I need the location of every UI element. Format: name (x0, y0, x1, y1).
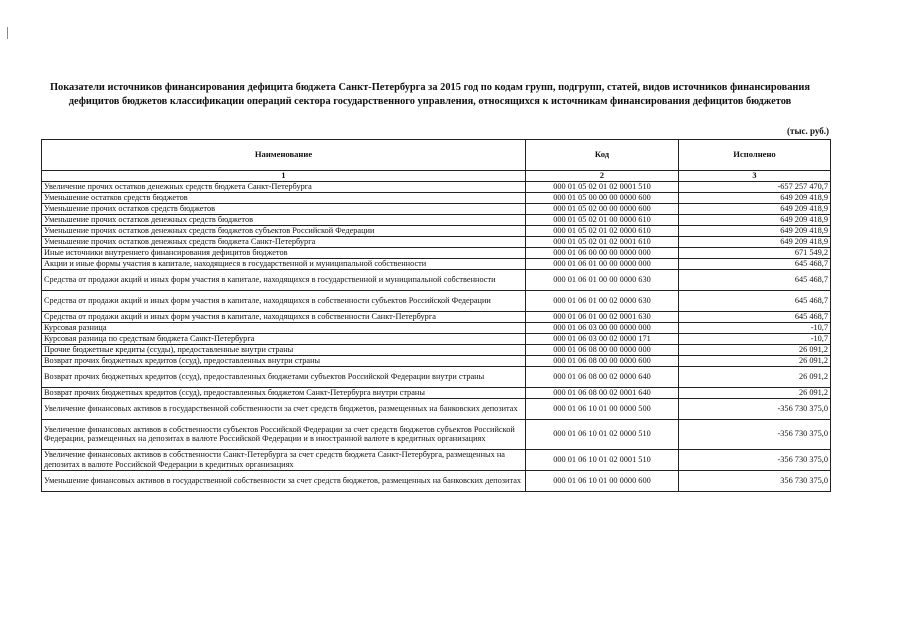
row-name: Возврат прочих бюджетных кредитов (ссуд), предоставленных бюджетом Санкт-Петербурга внутри страны (42, 387, 526, 398)
row-code: 000 01 06 08 00 02 0000 640 (526, 366, 679, 387)
row-name: Увеличение финансовых активов в собственности Санкт-Петербурга за счет средств бюджета Санкт-Петербурга, размещенных на депозитах в валюте Российской Федерации в кредитных организациях (42, 449, 526, 470)
row-value: 645 468,7 (679, 269, 831, 290)
table-row (42, 269, 831, 290)
row-code: 000 01 05 00 00 00 0000 600 (526, 192, 679, 203)
table-row (42, 181, 831, 192)
column-header-executed: Исполнено (679, 140, 831, 171)
units-label: (тыс. руб.) (787, 126, 829, 136)
row-value: 26 091,2 (679, 387, 831, 398)
column-header-code: Код (526, 140, 679, 171)
table-row (42, 214, 831, 225)
page-edge-mark (7, 27, 8, 39)
table-row (42, 449, 831, 470)
table-row (42, 225, 831, 236)
row-name: Прочие бюджетные кредиты (ссуды), предоставленные внутри страны (42, 344, 526, 355)
table-row (42, 470, 831, 491)
row-code: 000 01 06 10 01 02 0001 510 (526, 449, 679, 470)
row-name: Уменьшение прочих остатков денежных средств бюджетов (42, 214, 526, 225)
row-value: -657 257 470,7 (679, 181, 831, 192)
row-name: Иные источники внутреннего финансирования дефицитов бюджетов (42, 247, 526, 258)
table-row (42, 192, 831, 203)
row-value: 649 209 418,9 (679, 214, 831, 225)
table-row (42, 333, 831, 344)
row-name: Курсовая разница по средствам бюджета Санкт-Петербурга (42, 333, 526, 344)
table-row (42, 387, 831, 398)
row-code: 000 01 06 10 01 00 0000 500 (526, 398, 679, 419)
row-value: 649 209 418,9 (679, 236, 831, 247)
row-value: 645 468,7 (679, 311, 831, 322)
table-row (42, 344, 831, 355)
row-value: -356 730 375,0 (679, 398, 831, 419)
column-header-name: Наименование (42, 140, 526, 171)
row-value: 356 730 375,0 (679, 470, 831, 491)
row-name: Курсовая разница (42, 322, 526, 333)
row-code: 000 01 06 08 00 00 0000 600 (526, 355, 679, 366)
row-name: Увеличение финансовых активов в государственной собственности за счет средств бюджетов, размещенных на банковских депозитах (42, 398, 526, 419)
table-row (42, 311, 831, 322)
table-row (42, 258, 831, 269)
financing-sources-table (41, 139, 831, 492)
row-code: 000 01 06 01 00 02 0000 630 (526, 290, 679, 311)
column-number: 3 (679, 171, 831, 182)
table-row (42, 398, 831, 419)
row-code: 000 01 06 08 00 02 0001 640 (526, 387, 679, 398)
row-code: 000 01 06 01 00 00 0000 630 (526, 269, 679, 290)
table-row (42, 290, 831, 311)
row-value: 649 209 418,9 (679, 203, 831, 214)
row-code: 000 01 06 08 00 00 0000 000 (526, 344, 679, 355)
row-name: Средства от продажи акций и иных форм участия в капитале, находящихся в собственности субъектов Российской Федерации (42, 290, 526, 311)
table-row (42, 322, 831, 333)
row-value: 645 468,7 (679, 290, 831, 311)
row-code: 000 01 06 00 00 00 0000 000 (526, 247, 679, 258)
table-row (42, 419, 831, 449)
table-row (42, 366, 831, 387)
document-title: Показатели источников финансирования дефицита бюджета Санкт-Петербурга за 2015 год по кодам групп, подгрупп, статей, видов источников финансирования дефицитов бюджетов классификации операций сектора государственного управления, относящихся к источникам финансирования дефицитов бюджетов (49, 82, 811, 107)
column-number: 1 (42, 171, 526, 182)
row-code: 000 01 06 03 00 00 0000 000 (526, 322, 679, 333)
row-code: 000 01 06 10 01 02 0000 510 (526, 419, 679, 449)
row-code: 000 01 06 03 00 02 0000 171 (526, 333, 679, 344)
row-name: Уменьшение прочих остатков денежных средств бюджетов субъектов Российской Федерации (42, 225, 526, 236)
row-code: 000 01 05 02 01 02 0001 510 (526, 181, 679, 192)
table-row (42, 203, 831, 214)
row-name: Акции и иные формы участия в капитале, находящиеся в государственной и муниципальной собственности (42, 258, 526, 269)
row-value: 671 549,2 (679, 247, 831, 258)
row-code: 000 01 06 01 00 00 0000 000 (526, 258, 679, 269)
row-code: 000 01 06 01 00 02 0001 630 (526, 311, 679, 322)
column-number-row (42, 171, 831, 182)
column-number: 2 (526, 171, 679, 182)
row-value: 26 091,2 (679, 366, 831, 387)
row-value: -356 730 375,0 (679, 449, 831, 470)
row-name: Уменьшение прочих остатков средств бюджетов (42, 203, 526, 214)
table-row (42, 355, 831, 366)
row-value: -10,7 (679, 322, 831, 333)
row-code: 000 01 05 02 01 00 0000 610 (526, 214, 679, 225)
row-code: 000 01 05 02 01 02 0000 610 (526, 225, 679, 236)
row-name: Средства от продажи акций и иных форм участия в капитале, находящихся в государственной и муниципальной собственности (42, 269, 526, 290)
table-row (42, 247, 831, 258)
row-name: Возврат прочих бюджетных кредитов (ссуд), предоставленных бюджетами субъектов Российской Федерации внутри страны (42, 366, 526, 387)
row-name: Уменьшение остатков средств бюджетов (42, 192, 526, 203)
row-code: 000 01 05 02 01 02 0001 610 (526, 236, 679, 247)
row-value: 26 091,2 (679, 355, 831, 366)
row-code: 000 01 05 02 00 00 0000 600 (526, 203, 679, 214)
row-name: Увеличение прочих остатков денежных средств бюджета Санкт-Петербурга (42, 181, 526, 192)
row-value: -10,7 (679, 333, 831, 344)
row-value: 649 209 418,9 (679, 225, 831, 236)
row-value: 645 468,7 (679, 258, 831, 269)
row-name: Увеличение финансовых активов в собственности субъектов Российской Федерации за счет средств бюджетов субъектов Российской Федерации, размещенных на депозитах в валюте Российской Федерации и в иностранной валюте в кредитных организациях (42, 419, 526, 449)
row-name: Уменьшение финансовых активов в государственной собственности за счет средств бюджетов, размещенных на банковских депозитах (42, 470, 526, 491)
row-name: Средства от продажи акций и иных форм участия в капитале, находящихся в собственности Санкт-Петербурга (42, 311, 526, 322)
row-value: 26 091,2 (679, 344, 831, 355)
table-row (42, 236, 831, 247)
table-header-row (42, 140, 831, 171)
row-code: 000 01 06 10 01 00 0000 600 (526, 470, 679, 491)
row-name: Возврат прочих бюджетных кредитов (ссуд), предоставленных внутри страны (42, 355, 526, 366)
row-value: -356 730 375,0 (679, 419, 831, 449)
row-value: 649 209 418,9 (679, 192, 831, 203)
row-name: Уменьшение прочих остатков денежных средств бюджета Санкт-Петербурга (42, 236, 526, 247)
